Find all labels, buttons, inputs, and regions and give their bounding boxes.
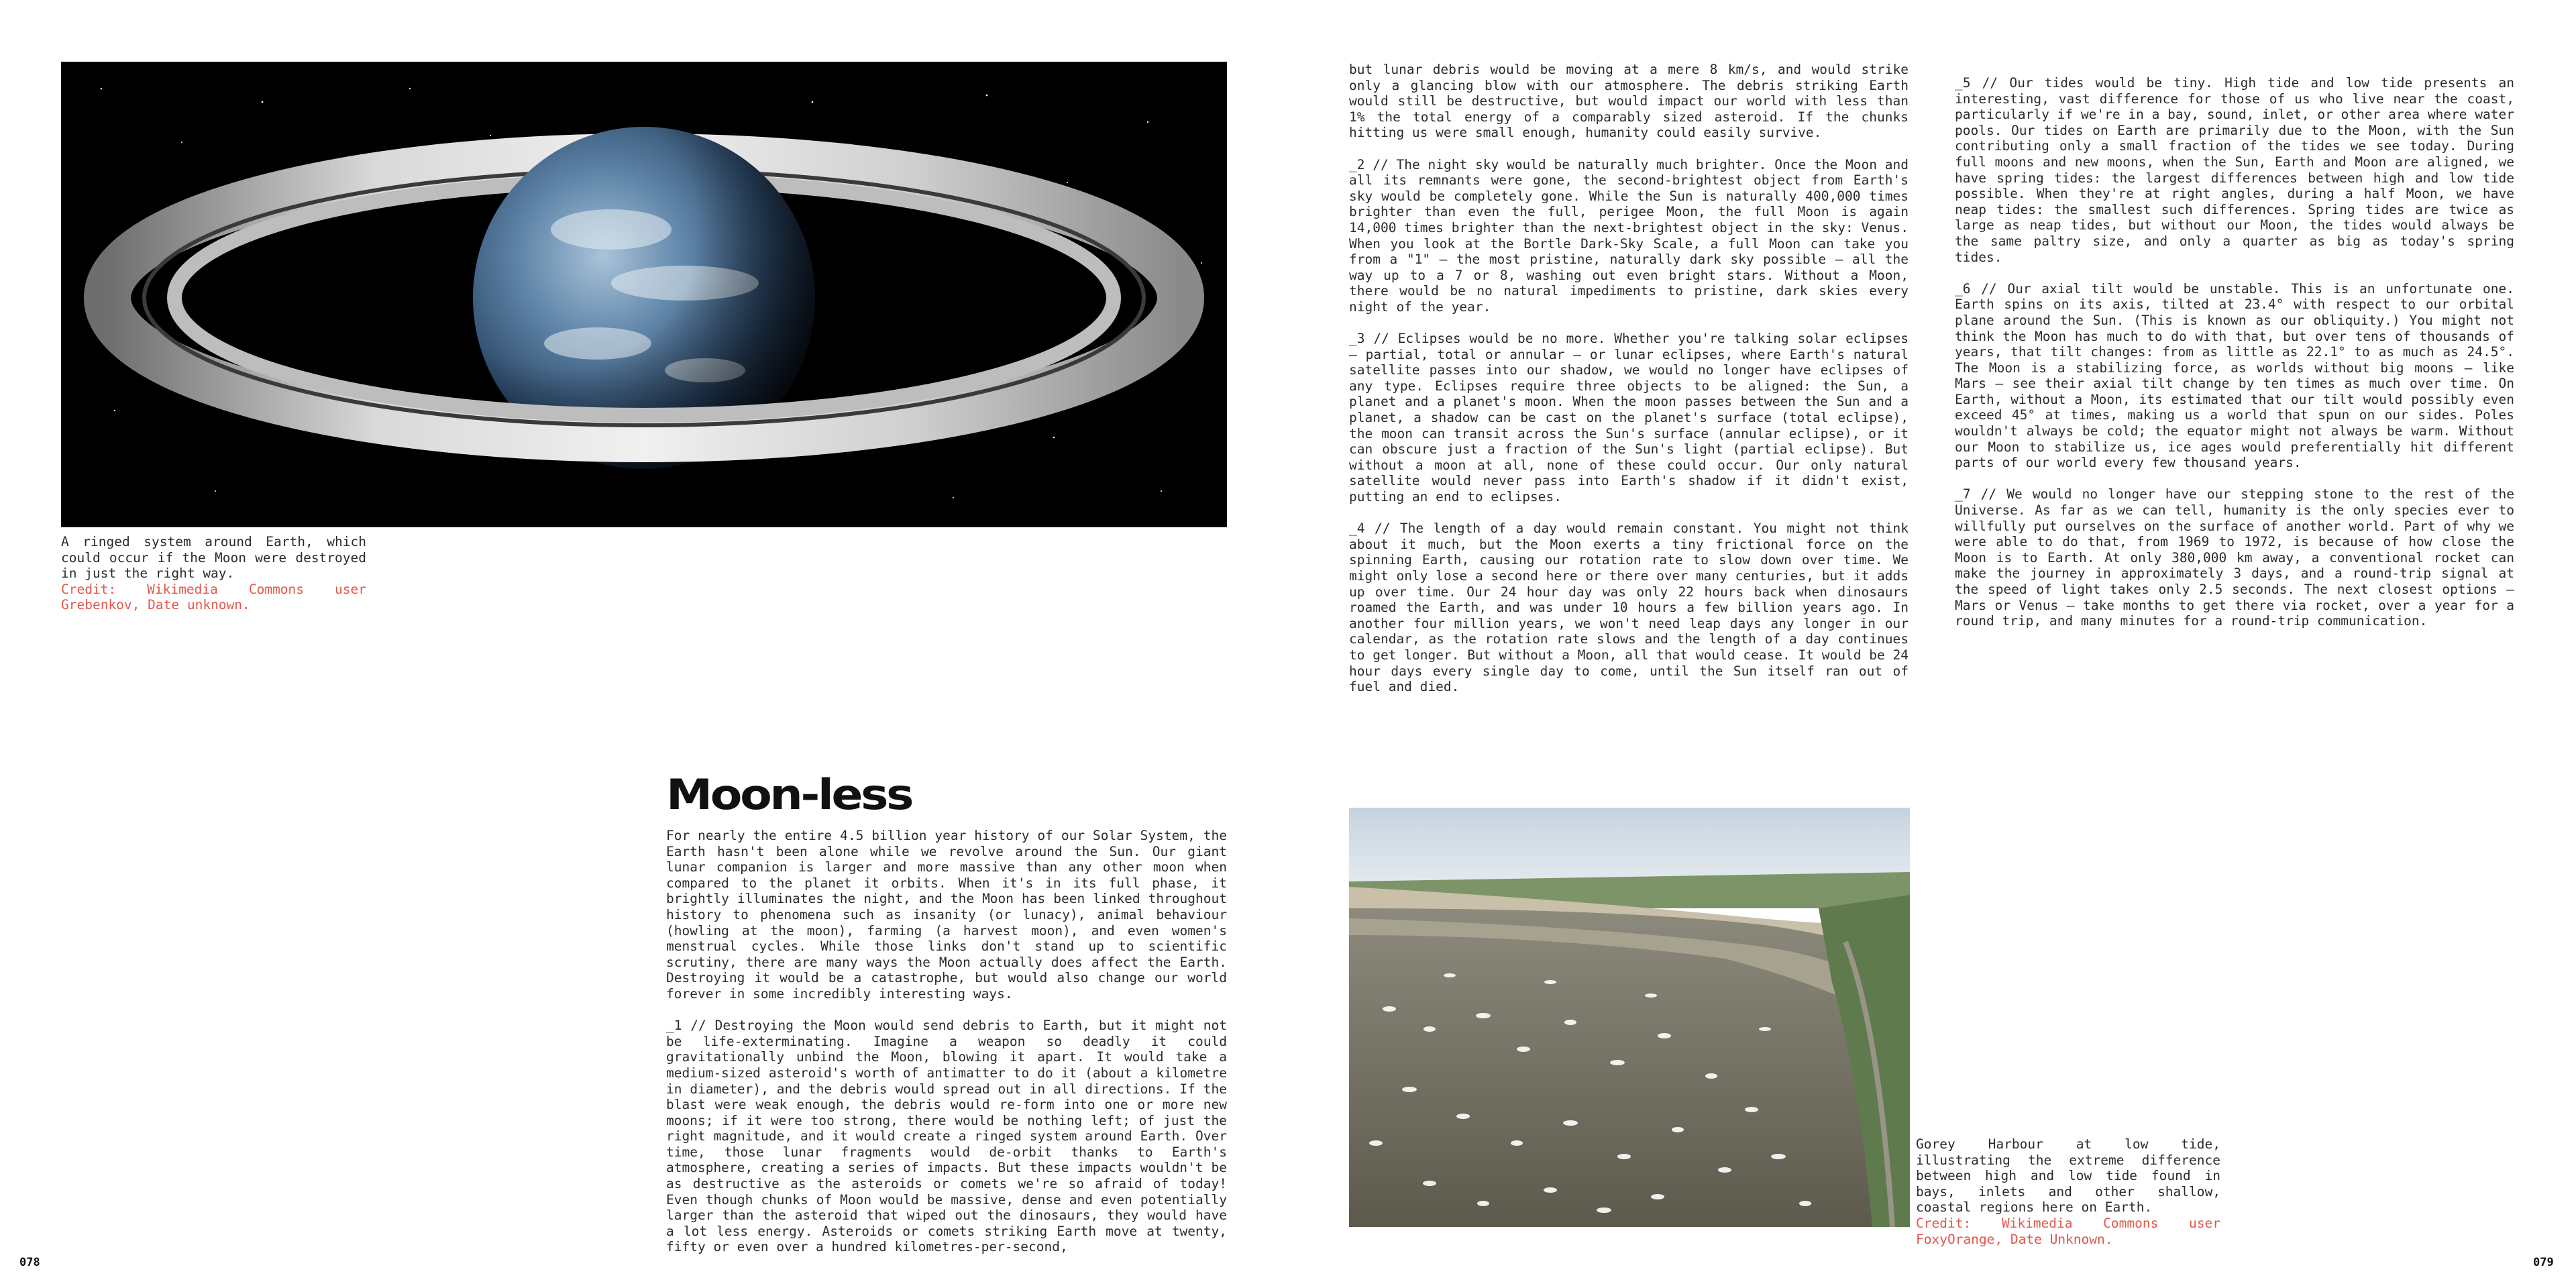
ringed-earth-image [61,62,1227,527]
article-column-2 [1349,62,1909,710]
point-3-paragraph: _3 // Eclipses would be no more. Whether you're talking solar eclipses — partial, total or annular — or lunar eclipses, where Earth's natural satellite passes into our shadow, we would no longer have eclipses of any type. Eclipses require three objects to be aligned: the Sun, a planet and a planet's moon. When the moon passes between the Sun and a planet, a shadow can be cast on the planet's surface (total eclipse), the moon can transit across the Sun's surface (annular eclipse), or it can obscure just a fraction of the Sun's light (partial eclipse). But without a moon at all, none of these could occur. Our only natural satellite would never pass into Earth's shadow if it didn't exist, putting an end to eclipses. [1349,331,1909,505]
point-1-continued: but lunar debris would be moving at a mere 8 km/s, and would strike only a glancing blow with our atmosphere. The debris striking Earth would still be destructive, but would impact our world with less than 1% the total energy of a comparably sized asteroid. If the chunks hitting us were small enough, humanity could easily survive. [1349,62,1909,141]
article-title: Moon-less [666,770,912,819]
article-column-1 [666,828,1227,1271]
point-4-paragraph: _4 // The length of a day would remain constant. You might not think about it much, but the Moon exerts a tiny frictional force on the spinning Earth, causing our rotation rate to slow down over time. We might only lose a second here or there over many centuries, but it adds up over time. Our 24 hour day was only 22 hours back when dinosaurs roamed the Earth, and was under 10 hours a few billion years ago. In another four million years, we won't need leap days any longer in our calendar, as the rotation rate slows and the length of a day continues to get longer. But without a Moon, all that would cease. It would be 24 hour days every single day to come, until the Sun itself ran out of fuel and died. [1349,521,1909,695]
figure-caption-ringed-earth [61,534,366,613]
article-column-3 [1955,75,2514,645]
caption-text: A ringed system around Earth, which could occur if the Moon were destroyed in just the right way. [61,534,366,582]
page-number-left: 078 [19,1256,40,1269]
intro-paragraph: For nearly the entire 4.5 billion year history of our Solar System, the Earth hasn't been alone while we revolve around the Sun. Our giant lunar companion is larger and more massive than any other moon when compared to the planet it orbits. When it's in its full phase, it brightly illuminates the night, and the Moon has been linked throughout history to phenomena such as insanity (or lunacy), animal behaviour (howling at the moon), farming (a harvest moon), and even women's menstrual cycles. While those links don't stand up to scientific scrutiny, there are many ways the Moon actually does affect the Earth. Destroying it would be a catastrophe, but would also change our world forever in some incredibly interesting ways. [666,828,1227,1002]
point-5-paragraph: _5 // Our tides would be tiny. High tide and low tide presents an interesting, vast difference for those of us who live near the coast, particularly if we're in a bay, sound, inlet, or other area where water pools. Our tides on Earth are primarily due to the Moon, with the Sun contributing only a small fraction of the tides we see today. During full moons and new moons, when the Sun, Earth and Moon are aligned, we have spring tides: the largest differences between high and low tide possible. When they're at right angles, during a half Moon, we have neap tides: the smallest such differences. Spring tides are twice as large as neap tides, but without our Moon, the tides would always be the same paltry size, and only a quarter as big as today's spring tides. [1955,75,2514,265]
gorey-harbour-photo [1349,808,1910,1227]
point-2-paragraph: _2 // The night sky would be naturally much brighter. Once the Moon and all its remnants were gone, the second-brightest object from Earth's sky would be completely gone. While the Sun is naturally 400,000 times brighter than even the full, perigee Moon, the full Moon is again 14,000 times brighter than the next-brightest object in the sky: Venus. When you look at the Bortle Dark-Sky Scale, a full Moon can take you from a "1" — the most pristine, naturally dark sky possible — all the way up to a 7 or 8, washing out even bright stars. Without a Moon, there would be no natural impediments to pristine, dark skies every night of the year. [1349,156,1909,315]
caption-text: Gorey Harbour at low tide, illustrating the extreme difference between high and low tide found in bays, inlets and other shallow, coastal regions here on Earth. [1916,1136,2220,1216]
point-1-paragraph: _1 // Destroying the Moon would send debris to Earth, but it might not be life-exterminating. Imagine a weapon so deadly it could gravitationally unbind the Moon, blowing it apart. It would take a medium-sized asteroid's worth of antimatter to do it (about a kilometre in diameter), and the debris would spread out in all directions. If the blast were weak enough, the debris would re-form into one or more new moons; if it were too strong, there would be nothing left; of just the right magnitude, and it would create a ringed system around Earth. Over time, those lunar fragments would de-orbit thanks to Earth's atmosphere, creating a series of impacts. But these impacts wouldn't be as destructive as the asteroids or comets we're so afraid of today! Even though chunks of Moon would be massive, dense and even potentially larger than the asteroid that wiped out the dinosaurs, they would have a lot less energy. Asteroids or comets striking Earth move at twenty, fifty or even over a hundred kilometres-per-second, [666,1018,1227,1255]
point-6-paragraph: _6 // Our axial tilt would be unstable. This is an unfortunate one. Earth spins on its axis, tilted at 23.4° with respect to our orbital plane around the Sun. (This is known as our obliquity.) You might not think the Moon has much to do with that, but over tens of thousands of years, that tilt changes: from as little as 22.1° to as much as 24.5°. The Moon is a stabilizing force, as worlds without big moons — like Mars — see their axial tilt change by ten times as much over time. On Earth, without a Moon, its estimated that our tilt would possibly even exceed 45° at times, making us a world that spun on our sides. Poles wouldn't always be cold; the equator might not always be warm. Without our Moon to stabilize us, ice ages would preferentially hit different parts of our world every few thousand years. [1955,280,2514,471]
page-number-right: 079 [2533,1256,2554,1269]
figure-caption-gorey-harbour [1916,1136,2220,1247]
point-7-paragraph: _7 // We would no longer have our stepping stone to the rest of the Universe. As far as we can tell, humanity is the only species ever to willfully put ourselves on the surface of another world. Part of why we were able to do that, from 1969 to 1972, is because of how close the Moon is to Earth. At only 380,000 km away, a conventional rocket can make the journey in approximately 3 days, and a round-trip signal at the speed of light takes only 2.5 seconds. The next closest options — Mars or Venus — take months to get there via rocket, over a year for a round trip, and many minutes for a round-trip communication. [1955,486,2514,629]
caption-credit: Credit: Wikimedia Commons user Grebenkov, Date unknown. [61,581,366,613]
caption-credit: Credit: Wikimedia Commons user FoxyOrange, Date Unknown. [1916,1215,2220,1247]
